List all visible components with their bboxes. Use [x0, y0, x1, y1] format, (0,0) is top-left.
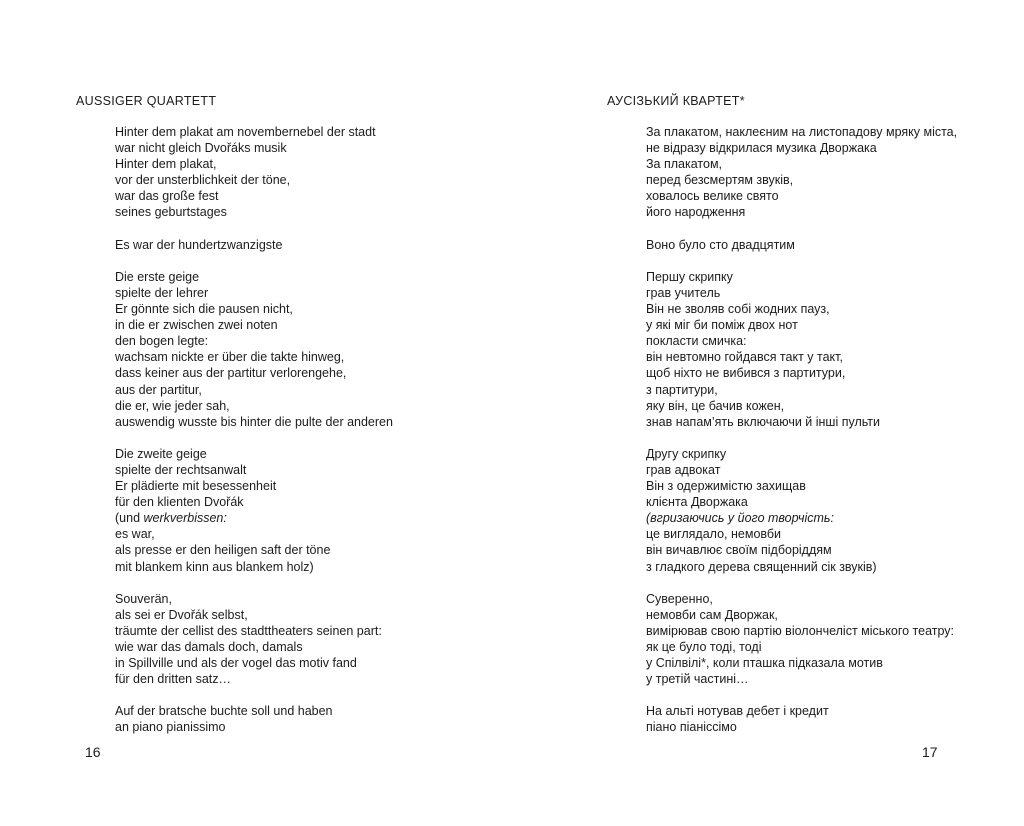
- poem-body: [115, 124, 393, 736]
- poem-line-italic: (вгризаючись у його творчість:: [646, 511, 834, 526]
- poem-line-text: (und: [115, 511, 144, 526]
- stanza-break: [646, 575, 957, 591]
- poem-line: Він не зволяв собі жодних пауз,: [646, 302, 830, 317]
- poem-line: На альті нотував дебет і кредит: [646, 704, 829, 719]
- poem-line: грав адвокат: [646, 462, 721, 477]
- poem-line: Auf der bratsche buchte soll und haben: [115, 704, 333, 719]
- poem-line: wie war das damals doch, damals: [115, 640, 303, 654]
- poem-line: auswendig wusste bis hinter die pulte der anderen: [115, 414, 393, 429]
- poem-line: Er plädierte mit besessenheit: [115, 479, 277, 494]
- poem-line: грав учитель: [646, 285, 721, 300]
- poem-line: Die erste geige: [115, 269, 200, 284]
- poem-line: піано піаніссімо: [646, 720, 737, 735]
- poem-line: war das große fest: [115, 189, 219, 204]
- poem-line: die er, wie jeder sah,: [115, 398, 230, 413]
- poem-line: він вичавлює своїм підборіддям: [646, 543, 832, 558]
- poem-line: знав напам’ять включаючи й інші пульти: [646, 414, 880, 429]
- poem-line: яку він, це бачив кожен,: [646, 398, 785, 413]
- poem-line: Другу скрипку: [646, 446, 727, 461]
- poem-line: він невтомно гойдався такт у такт,: [646, 350, 843, 365]
- poem-line: вимірював свою партію віолончеліст міського театру:: [646, 623, 955, 638]
- poem-line: це виглядало, немовби: [646, 527, 782, 542]
- stanza-break: [115, 430, 393, 446]
- stanza-break: [646, 253, 957, 269]
- poem-line: dass keiner aus der partitur verlorengehe,: [115, 366, 347, 381]
- poem-line: [115, 510, 393, 526]
- poem-line: als sei er Dvořák selbst,: [115, 607, 248, 622]
- poem-line: wachsam nickte er über die takte hinweg,: [115, 350, 345, 365]
- poem-line: з гладкого дерева священний сік звуків): [646, 559, 877, 574]
- poem-body: [646, 124, 957, 736]
- poem-line: als presse er den heiligen saft der töne: [115, 543, 331, 558]
- poem-line: у які міг би поміж двох нот: [646, 318, 798, 333]
- poem-line: покласти смичка:: [646, 334, 747, 349]
- stanza-break: [646, 430, 957, 446]
- stanza-break: [115, 687, 393, 703]
- poem-line: für den dritten satz…: [115, 672, 232, 687]
- poem-line: у третій частині…: [646, 672, 749, 687]
- poem-line: Er gönnte sich die pausen nicht,: [115, 302, 293, 317]
- poem-line: у Спілвілі*, коли пташка підказала мотив: [646, 656, 883, 671]
- stanza-break: [646, 221, 957, 237]
- poem-line-italic-text: werkverbissen:: [143, 511, 227, 526]
- poem-line: aus der partitur,: [115, 382, 202, 397]
- poem-line: його народження: [646, 205, 746, 220]
- poem-line: Суверенно,: [646, 591, 713, 606]
- poem-line: клієнта Дворжака: [646, 495, 748, 510]
- poem-line: Він з одержимістю захищав: [646, 479, 806, 494]
- poem-line: für den klienten Dvořák: [115, 495, 244, 510]
- poem-line: За плакатом,: [646, 157, 723, 172]
- poem-line: war nicht gleich Dvořáks musik: [115, 141, 287, 156]
- poem-line: Hinter dem plakat am novembernebel der stadt: [115, 125, 376, 139]
- poem-line: mit blankem kinn aus blankem holz): [115, 559, 314, 574]
- poem-line: За плакатом, наклеєним на листопадову мряку міста,: [646, 125, 958, 139]
- poem-line: es war,: [115, 527, 155, 542]
- poem-title: AUSSIGER QUARTETT: [76, 94, 217, 108]
- poem-line: немовби сам Дворжак,: [646, 607, 778, 622]
- poem-line: seines geburtstages: [115, 205, 227, 220]
- poem-line: ховалось велике свято: [646, 189, 779, 204]
- poem-line: in die er zwischen zwei noten: [115, 318, 278, 333]
- poem-line: не відразу відкрилася музика Дворжака: [646, 141, 877, 156]
- poem-line: spielte der lehrer: [115, 285, 209, 300]
- poem-line: Воно було сто двадцятим: [646, 237, 795, 252]
- poem-line: як це було тоді, тоді: [646, 640, 762, 654]
- poem-line: vor der unsterblichkeit der töne,: [115, 173, 291, 188]
- poem-line: in Spillville und als der vogel das motiv fand: [115, 656, 357, 671]
- poem-title: АУСІЗЬКИЙ КВАРТЕТ*: [607, 94, 745, 108]
- page-number: 16: [85, 744, 101, 760]
- poem-line: Es war der hundertzwanzigste: [115, 237, 283, 252]
- poem-line: spielte der rechtsanwalt: [115, 462, 247, 477]
- poem-line: Першу скрипку: [646, 269, 733, 284]
- stanza-break: [646, 687, 957, 703]
- stanza-break: [115, 253, 393, 269]
- poem-line: Souverän,: [115, 591, 172, 606]
- stanza-break: [115, 221, 393, 237]
- poem-line: з партитури,: [646, 382, 718, 397]
- poem-line: щоб ніхто не вибився з партитури,: [646, 366, 846, 381]
- poem-line: den bogen legte:: [115, 334, 209, 349]
- page-number: 17: [922, 744, 938, 760]
- poem-line: Hinter dem plakat,: [115, 157, 217, 172]
- right-page: [512, 0, 1024, 826]
- poem-line: Die zweite geige: [115, 446, 207, 461]
- poem-line: an piano pianissimo: [115, 720, 226, 735]
- poem-line: träumte der cellist des stadttheaters seinen part:: [115, 623, 382, 638]
- poem-line: перед безсмертям звуків,: [646, 173, 794, 188]
- stanza-break: [115, 575, 393, 591]
